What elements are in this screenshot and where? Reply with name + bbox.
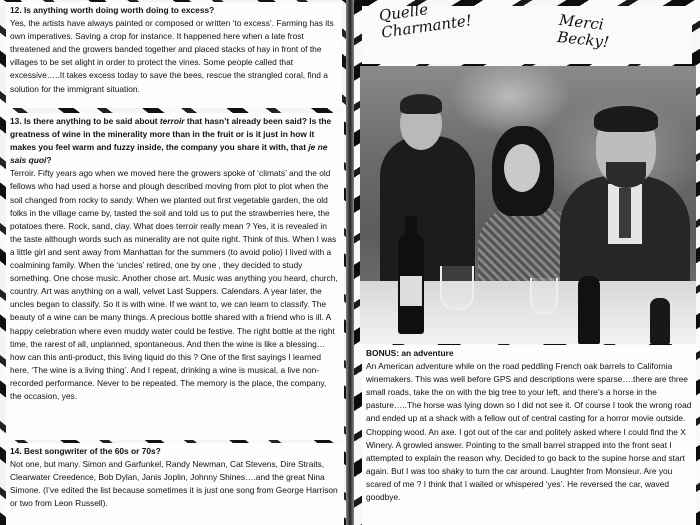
vintage-photo	[360, 66, 696, 344]
question-13-block	[6, 113, 344, 440]
question-14-answer: Not one, but many. Simon and Garfunkel, Randy Newman, Cat Stevens, Dire Straits, Clearwater Creedence, Bob Dylan, Janis Joplin, Johnny Shines….and the great Nina Simone. (I’ve edited the list because sometimes it is just one song from George Harrison or two from Leon Russell).	[10, 459, 338, 509]
page-spine	[346, 0, 354, 525]
question-13-phrase: je ne sais quoi	[10, 142, 328, 166]
question-13-title	[10, 115, 340, 167]
question-13-term: terroir	[159, 116, 185, 126]
photo-wine-bottle-label	[400, 276, 422, 306]
photo-wine-bottle-3	[650, 298, 670, 344]
bonus-title: BONUS: an adventure	[366, 348, 454, 358]
question-12-answer: Yes, the artists have always painted or composed or written ‘to excess’. Farming has its own imperatives. Saving a crop for instance. It happened here when a late frost threatened and the growers banded together and placed stacks of hay in front of the villages to be set alight in order to protect the vines. Some people called that excessive…..It takes excess today to save the bees, rescue the strangled coral, find a solution for the immigrant situation.	[10, 18, 334, 94]
question-14-title: 14. Best songwriter of the 60s or 70s?	[10, 446, 161, 456]
photo-man-left-hair	[400, 94, 442, 114]
question-13-title-middle: that hasn’t already been said? Is the greatness of wine in the minerality more than in the fruit or is it just in how it makes you feel warm and fuzzy inside, the company you share it with, that	[10, 116, 332, 153]
question-12-block	[6, 2, 342, 108]
photo-man-right-hair	[594, 106, 658, 132]
photo-wine-glass-2	[530, 278, 558, 314]
photo-woman-face	[504, 144, 540, 192]
photo-wine-bottle-2	[578, 276, 600, 344]
question-13-title-start: 13. Is there anything to be said about	[10, 116, 160, 126]
photo-man-right-tie	[619, 188, 631, 238]
question-12-title: 12. Is anything worth doing worth doing to excess?	[10, 5, 215, 15]
bonus-answer: An American adventure while on the road peddling French oak barrels to California winemakers. This was well before GPS and descriptions were sparse….there are three small roads, take the on with the big tree to your left, and there’s a horse in the pasture…..The horse was lying down so I did not see it. Of course I took the wrong road and ended up at a shack with a fellow out of central casting for a horror movie outside. Chopping wood. An axe. I got out of the car and politely asked where I could find the X Winery. A growled answer. Pointing to the small barrel strapped into the front seat I attempted to explain the reason why. Decided to go back to the supine horse and start again. But I was too shaky to turn the car around. Laughter from Monsieur. Are you scared of me ? I think that I wailed or whispered ‘yes’. He reversed the car, waved goodbye.	[366, 361, 692, 503]
handwritten-note-left: Quelle Charmante!	[377, 0, 473, 42]
question-13-answer: Terroir. Fifty years ago when we moved here the growers spoke of ‘climats’ and the old fellows who had used a horse and plough described moving from plot to plot when the soil changed from rocky to sandy. When we planted out first vegetable garden, the old folks in the village came by, tasted the soil and told us to put the strawberries here, the potatoes there. Rock, sand, clay. What does terroir really mean ? Yes, it is revealed in the taste although words such as minerality are not quite right. Think of this. When I was a little girl and sent away from Manhattan for the summers (to avoid polio) I lived with a coalmining family. When the ‘uncles’ retired, one by one , they decided to study something. One chose music. Another chose art. Music was anything you heard, church, country. Art was anything on a wall, velvet Last Suppers. Calendars. A year later, the uncles began to classify. So it is with wine. If we want to, we can learn to classify. The beauty of a wine can be many things. A precious bottle shared with a friend who is ill. A happy celebration where even muddy water could be festive. The right bottle at the right time, the rarest of all, unplanned, spontaneous. And then the wine is like a blessing…how can this anti-product, this living liquid do this ? One of the first sayings I learned here, ‘The wine is a living thing’. And I repeat, drinking a wine is musical, a live non-recorded performance. Never to be repeated. The memory is the place, the company, the occasion, yes.	[10, 168, 338, 401]
photo-man-right-beard	[606, 162, 646, 188]
question-13-title-end: ?	[46, 155, 52, 166]
photo-wine-glass	[440, 266, 474, 310]
bonus-block	[362, 345, 696, 525]
handwritten-note-right: Merci Becky!	[556, 11, 610, 52]
question-14-block	[6, 443, 344, 525]
